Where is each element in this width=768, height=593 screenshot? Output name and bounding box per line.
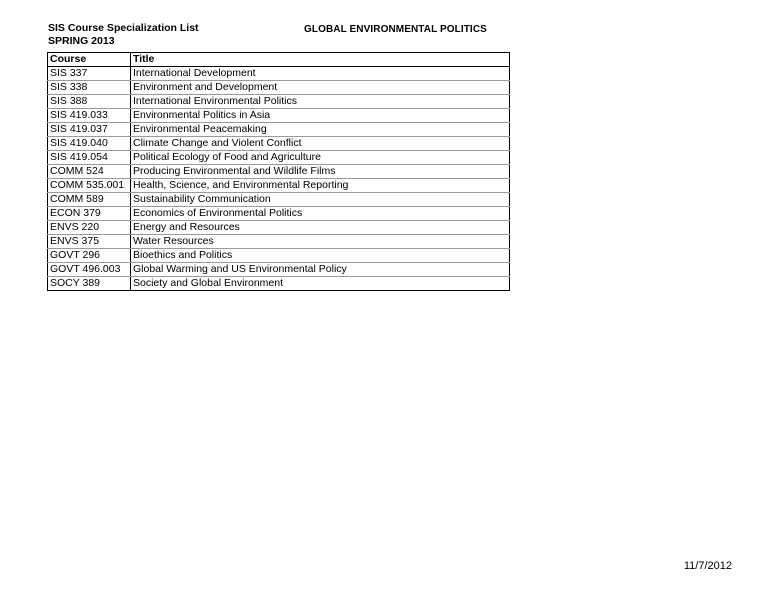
course-code: GOVT 496.003	[48, 263, 131, 277]
course-table-body	[48, 67, 510, 291]
course-code: COMM 535.001	[48, 179, 131, 193]
course-title: Water Resources	[131, 235, 510, 249]
course-title: Environment and Development	[131, 81, 510, 95]
course-code: SIS 388	[48, 95, 131, 109]
specialization-title: GLOBAL ENVIRONMENTAL POLITICS	[304, 24, 487, 35]
course-code: ENVS 375	[48, 235, 131, 249]
course-title: International Development	[131, 67, 510, 81]
table-row	[48, 67, 510, 81]
course-code: GOVT 296	[48, 249, 131, 263]
table-header-row	[48, 53, 510, 67]
table-row	[48, 109, 510, 123]
course-title: Environmental Politics in Asia	[131, 109, 510, 123]
table-row	[48, 95, 510, 109]
table-row	[48, 277, 510, 291]
table-row	[48, 137, 510, 151]
course-title: Climate Change and Violent Conflict	[131, 137, 510, 151]
course-title: Economics of Environmental Politics	[131, 207, 510, 221]
course-code: SIS 337	[48, 67, 131, 81]
table-row	[48, 165, 510, 179]
course-code: ENVS 220	[48, 221, 131, 235]
course-title: Society and Global Environment	[131, 277, 510, 291]
course-title: Environmental Peacemaking	[131, 123, 510, 137]
course-code: COMM 524	[48, 165, 131, 179]
table-row	[48, 249, 510, 263]
course-code: SOCY 389	[48, 277, 131, 291]
table-row	[48, 207, 510, 221]
course-code: SIS 419.033	[48, 109, 131, 123]
list-title: SIS Course Specialization List	[48, 22, 199, 34]
course-table	[47, 52, 510, 291]
course-code: COMM 589	[48, 193, 131, 207]
table-row	[48, 123, 510, 137]
table-row	[48, 179, 510, 193]
term-label: SPRING 2013	[48, 35, 115, 47]
course-title: Sustainability Communication	[131, 193, 510, 207]
table-row	[48, 81, 510, 95]
course-title: Health, Science, and Environmental Reporting	[131, 179, 510, 193]
print-date: 11/7/2012	[683, 560, 732, 572]
course-code: SIS 419.037	[48, 123, 131, 137]
course-code: SIS 338	[48, 81, 131, 95]
course-code: SIS 419.040	[48, 137, 131, 151]
course-title: Global Warming and US Environmental Policy	[131, 263, 510, 277]
course-code: SIS 419.054	[48, 151, 131, 165]
course-title: Bioethics and Politics	[131, 249, 510, 263]
course-code: ECON 379	[48, 207, 131, 221]
document-header	[48, 22, 199, 48]
column-header-title: Title	[131, 53, 510, 67]
table-row	[48, 221, 510, 235]
course-title: International Environmental Politics	[131, 95, 510, 109]
course-title: Energy and Resources	[131, 221, 510, 235]
table-row	[48, 151, 510, 165]
course-title: Political Ecology of Food and Agriculture	[131, 151, 510, 165]
table-row	[48, 235, 510, 249]
table-row	[48, 193, 510, 207]
table-row	[48, 263, 510, 277]
course-title: Producing Environmental and Wildlife Films	[131, 165, 510, 179]
column-header-course: Course	[48, 53, 131, 67]
